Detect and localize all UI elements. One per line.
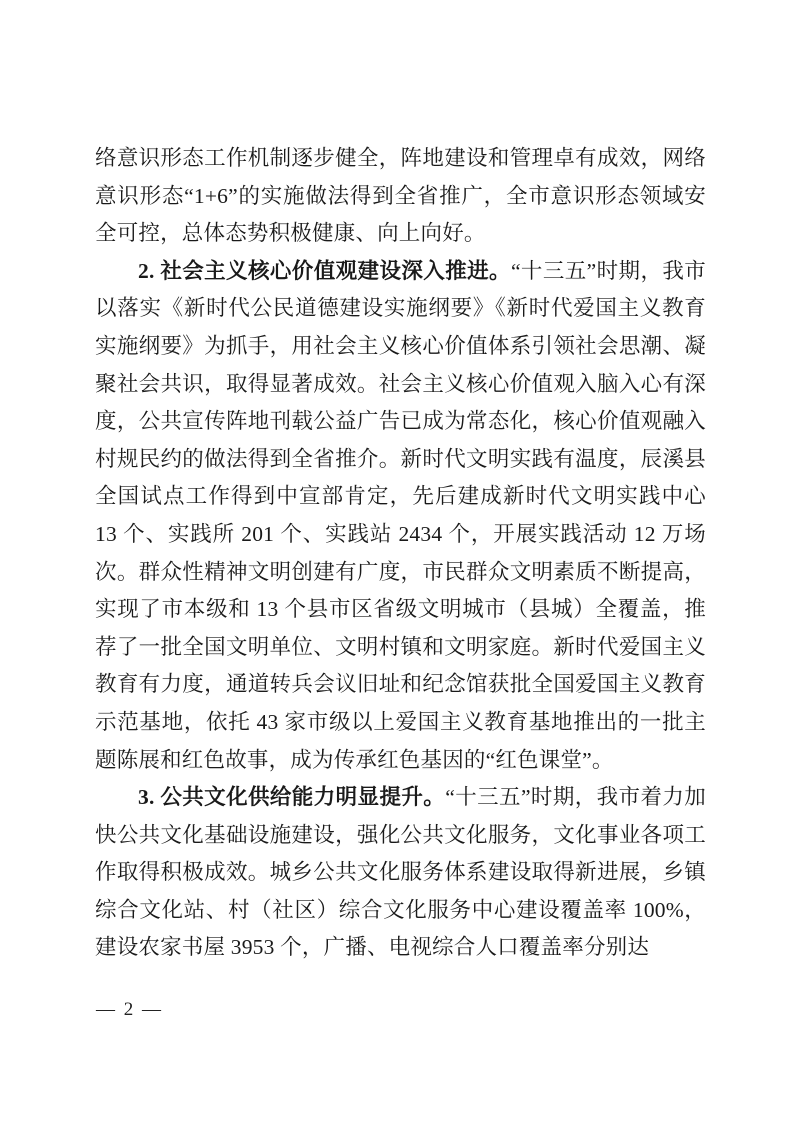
paragraph-3-text: “十三五”时期，我市着力加快公共文化基础设施建设，强化公共文化服务，文化事业各项工作取得积极成效。城乡公共文化服务体系建设取得新进展，乡镇综合文化站、村（社区）综合文化服务中心建设覆盖率 100%，建设农家书屋 3953 个，广播、电视综合人口覆盖率分别达 bbox=[95, 785, 707, 960]
paragraph-2-text: “十三五”时期，我市以落实《新时代公民道德建设实施纲要》《新时代爱国主义教育实施纲要》为抓手，用社会主义核心价值体系引领社会思潮、凝聚社会共识，取得显著成效。社会主义核心价值观入脑入心有深度，公共宣传阵地刊载公益广告已成为常态化，核心价值观融入村规民约的做法得到全省推介。新时代文明实践有温度，辰溪县全国试点工作得到中宣部肯定，先后建成新时代文明实践中心 13 个、实践所 201 个、实践站 2434 个，开展实践活动 12 万场次。群众性精神文明创建有广度，市民群众文明素质不断提高，实现了市本级和 13 个县市区省级文明城市（县城）全覆盖，推荐了一批全国文明单位、文明村镇和文明家庭。新时代爱国主义教育有力度，通道转兵会议旧址和纪念馆获批全国爱国主义教育示范基地，依托 43 家市级以上爱国主义教育基地推出的一批主题陈展和红色故事，成为传承红色基因的“红色课堂”。 bbox=[95, 258, 706, 772]
paragraph-2-lead: 2. 社会主义核心价值观建设深入推进。 bbox=[138, 258, 511, 283]
paragraph-continuation bbox=[95, 140, 706, 253]
paragraph-text: 络意识形态工作机制逐步健全，阵地建设和管理卓有成效，网络意识形态“1+6”的实施做法得到全省推广，全市意识形态领域安全可控，总体态势积极健康、向上向好。 bbox=[95, 146, 706, 246]
page-number: — 2 — bbox=[96, 999, 163, 1020]
paragraph-3-lead: 3. 公共文化供给能力明显提升。 bbox=[138, 785, 446, 810]
paragraph-2 bbox=[95, 253, 706, 779]
paragraph-3 bbox=[95, 779, 706, 967]
document-body bbox=[95, 140, 706, 967]
